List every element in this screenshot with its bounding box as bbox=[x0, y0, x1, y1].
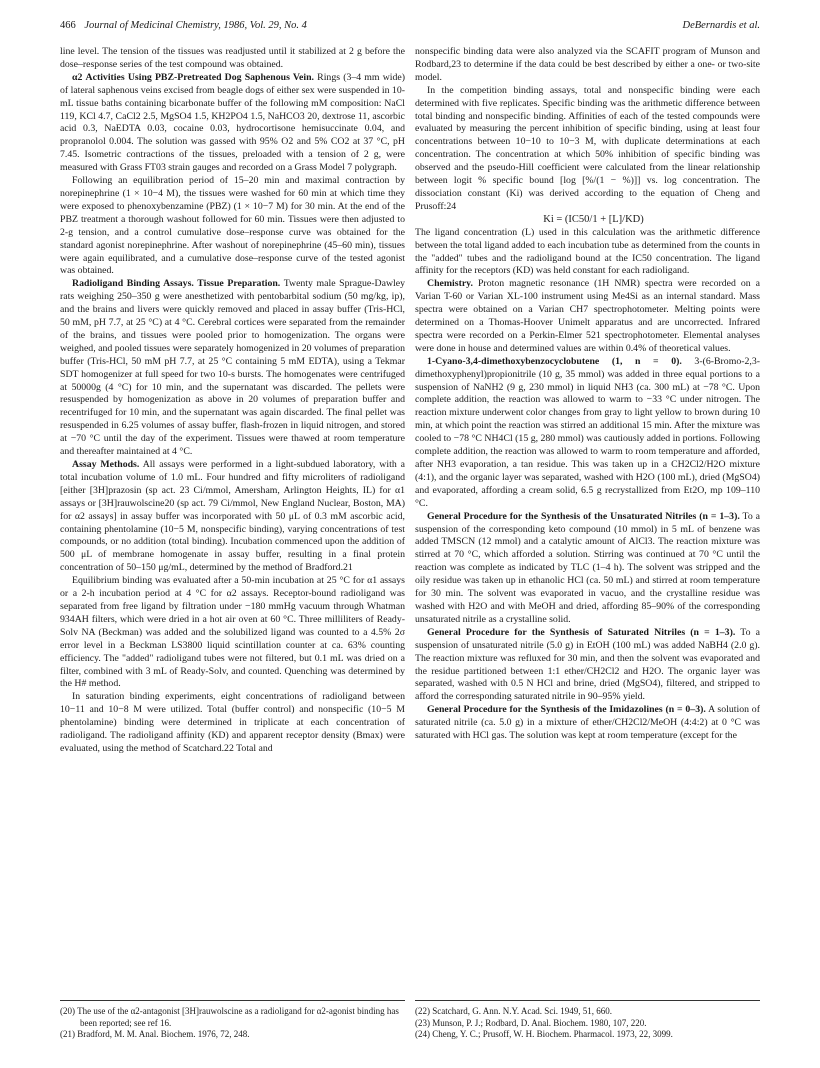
paragraph bbox=[415, 511, 760, 627]
footnote-rule bbox=[415, 1000, 760, 1001]
footnotes-left bbox=[60, 1000, 405, 1041]
paragraph-text: Rings (3–4 mm wide) of lateral saphenous veins excised from beagle dogs of either sex were suspended in 10-mL tissue baths containing bicarbonate buffer of the following mM composition: NaCl 119, KCl 4.7, CaCl2 2.5, MgSO4 1.5, KH2PO4 1.5, NaHCO3 20, dextrose 11, ascorbic acid 0.3, NaEDTA 0.03, cocaine 0.03, hydrocortisone hemisuccinate 0.04, and propranolol 0.004. The solution was gassed with 95% O2 and 5% CO2 at 37 °C, pH 7.45. Isometric contractions of the tissues, preloaded with a tension of 2 g, were measured with Grass FT03 strain gauges and recorded on a Grass Model 7 polygraph. bbox=[60, 71, 405, 174]
paragraph-text: nonspecific binding data were also analyzed via the SCAFIT program of Munson and Rodbard,23 to determine if the data could be best described by either a one- or two-site model. bbox=[415, 46, 760, 83]
equation-text: Ki = (IC50/1 + [L]/KD) bbox=[543, 213, 644, 225]
paragraph bbox=[415, 627, 760, 704]
footnote: (23) Munson, P. J.; Rodbard, D. Anal. Biochem. 1980, 107, 220. bbox=[415, 1017, 647, 1028]
paragraph bbox=[415, 46, 760, 85]
paragraph-text: 3-(6-Bromo-2,3-dimethoxyphenyl)propionitrile (10 g, 35 mmol) was added in three equal portions to a suspension of NaNH2 (9 g, 230 mmol) in liquid NH3 (ca. 300 mL) at −78 °C. Upon complete addition, the reaction was allowed to warm to −33 °C under nitrogen. The reaction mixture underwent color changes from gray to light yellow to brown during 10 min, at which point the reaction was stirred an additional 15 min. After the mixture was cooled to −78 °C NH4Cl (15 g, 280 mmol) was cautiously added in portions. Following complete addition, the reaction was allowed to warm to room temperature and afforded, after NH3 evaporation, a tan residue. This was taken up in a CH2Cl2/H2O mixture (4:1), and the organic layer was separated, washed with H2O (100 mL), dried (MgSO4) and evaporated, affording a cream solid, 6.5 g recrystallized from Et2O, mp 109–110 °C. bbox=[415, 355, 760, 509]
footnotes-right bbox=[415, 1000, 760, 1041]
running-header bbox=[60, 20, 760, 36]
page-number: 466 bbox=[60, 20, 76, 31]
paragraph-text: All assays were performed in a light-subdued laboratory, with a total incubation volume of 1.0 mL. Four hundred and fifty microliters of radioligand [either [3H]prazosin (sp act. 23 Ci/mmol, Amersham, Arlington Heights, IL) for α1 assays or [3H]rauwolscine20 (sp act. 79 Ci/mmol, New England Nuclear, Boston, MA) for α2 assays] in assay buffer was incorporated with 50 μL of 0.3 mM ascorbic acid, containing phentolamine (10−5 M, nonspecific binding), varying concentrations of test compounds, or no addition (total binding). Incubation commenced upon the addition of 500 μL of membrane homogenate in assay buffer, resulting in a final protein concentration of 50–150 μg/mL, determined by the method of Bradford.21 bbox=[60, 459, 405, 574]
journal-citation: Journal of Medicinal Chemistry, 1986, Vol. 29, No. 4 bbox=[84, 20, 307, 31]
paragraph-text: A solution of saturated nitrile (ca. 5.0 g) in a mixture of ether/CH2Cl2/MeOH (4:4:2) at 0 °C was saturated with HCl gas. The solution was kept at room temperature (except for the bbox=[415, 704, 760, 742]
paragraph bbox=[415, 85, 760, 214]
section-heading: Assay Methods. bbox=[72, 459, 140, 470]
right-column bbox=[415, 46, 760, 743]
paragraph bbox=[60, 72, 405, 175]
paragraph bbox=[60, 459, 405, 575]
footnote: (24) Cheng, Y. C.; Prusoff, W. H. Biochem. Pharmacol. 1973, 22, 3099. bbox=[415, 1029, 673, 1039]
paragraph-text: To a suspension of the corresponding keto compound (10 mmol) in 5 mL of benzene was added TMSCN (12 mmol) and a catalytic amount of AlCl3. The reaction mixture was stirred at 70 °C, which afforded a solution. Stirring was continued at 70 °C until the reaction was complete as indicated by TLC (1–4 h). The solvent was stripped and the oily residue was taken up in ethanolic HCl (ca. 50 mL) and stirred at room temperature for 30 min. The solvent was evaporated in vacuo, and the crystalline residue was washed with H2O and with MeOH and dried, affording 85–90% of the corresponding unsaturated nitrile as a crystalline solid. bbox=[415, 510, 760, 625]
paragraph-text: line level. The tension of the tissues was readjusted until it stabilized at 2 g before the dose–response series of the test compound was obtained. bbox=[60, 46, 405, 70]
footnote-rule bbox=[60, 1000, 405, 1001]
paragraph-text: In saturation binding experiments, eight concentrations of radioligand between 10−11 and 10−8 M were utilized. Total (buffer control) and nonspecific (10−5 M phentolamine) binding were determined in triplicate at each concentration of radioligand. The radioligand affinity (KD) and apparent receptor density (Bmax) were evaluated, using the method of Scatchard.22 Total and bbox=[60, 691, 405, 754]
paragraph-text: Twenty male Sprague-Dawley rats weighing 250–350 g were anesthetized with pentobarbital sodium (50 mg/kg, ip), and the brains and livers were quickly removed and placed in assay buffer (Tris-HCl, 50 mM, pH 7.7, at 25 °C) at 4 °C. Cerebral cortices were separated from the remainder of the brains, and tissues were pooled prior to homogenization. The organs were weighed, and pooled tissues were separately homogenized in 20 volumes of preparation buffer (Tris-HCl, 50 mM pH 7.7, at 25 °C containing 5 mM EDTA), using a Tekmar SDT homogenizer at full speed for two 10-s bursts. The homogenates were centrifuged at 50000g (4 °C) for 10 min, and the supernatant was discarded. The pellets were resuspended by homogenization as above in 20 volumes of preparation buffer and recentrifuged for 10 min, and the supernatant was again discarded. The final pellet was resuspended in 6.25 volumes of assay buffer, flash-frozen in liquid nitrogen, and stored at −70 °C until the day of the experiment. Tissues were thawed at room temperature and thereafter maintained at 4 °C. bbox=[60, 278, 406, 458]
paragraph-text: Following an equilibration period of 15–20 min and maximal contraction by norepinephrine (1 × 10−4 M), the tissues were washed for 60 min at which time they were exposed to phenoxybenzamine (PBZ) (1 × 10−7 M) for 30 min. At the end of the PBZ treatment a thorough washout followed for 60 min. Tissues were then adjusted to 2-g tension, and a control cumulative dose–response curve was obtained for the standard agonist norepinephrine. After washout of norepinephrine (45–60 min), tissues were again equilibrated, and a cumulative dose–response curve of the tested agonist was obtained. bbox=[60, 175, 405, 277]
left-column bbox=[60, 46, 405, 756]
footnote: (21) Bradford, M. M. Anal. Biochem. 1976, 72, 248. bbox=[60, 1029, 250, 1039]
author-line: DeBernardis et al. bbox=[682, 20, 760, 31]
paragraph-text: The ligand concentration (L) used in this calculation was the arithmetic difference between the total ligand added to each incubation tube as determined from the counts in the "added" tubes and the radioligand bound at the IC50 concentration. The ligand affinity for the receptors (KD) was held constant for each radioligand. bbox=[415, 226, 760, 277]
paragraph-text: Equilibrium binding was evaluated after a 50-min incubation at 25 °C for α1 assays or a 2-h incubation period at 4 °C for α2 assays. Receptor-bound radioligand was separated from free ligand by filtration under −180 mmHg vacuum through Whatman 934AH filters, which were dried in a hot air oven at 60 °C. Three milliliters of Ready-Solv NA (Beckman) was added and the solubilized ligand was counted to a 4.5% 2σ error level in a Beckman LS3800 liquid scintillation counter at ca. 63% counting efficiency. The "added" radioligand tubes were not filtered, but 0.1 mL was dried on a filter, combined with 3 mL of Ready-Solv, and counted. Quenching was determined by the H# method. bbox=[60, 575, 405, 690]
section-heading: General Procedure for the Synthesis of the Imidazolines (n = 0–3). bbox=[427, 704, 706, 716]
paragraph bbox=[415, 356, 760, 511]
paragraph-text: In the competition binding assays, total and nonspecific binding were each determined with five replicates. Specific binding was the arithmetic difference between total binding and nonspecific binding. Affinities of each of the tested compounds were evaluated by measuring the percent inhibition of specific binding, using at least four concentrations between 10−10 to 10−3 M, with duplicate determinations at each concentration. The concentration at which 50% inhibition of specific binding was observed and the pseudo-Hill coefficient were calculated from the linear relationship between logit % specific bound [log [%/(1 − %)]] vs. log concentration. The dissociation constant (Ki) was derived according to the equation of Cheng and Prusoff:24 bbox=[415, 84, 760, 212]
paragraph bbox=[60, 575, 405, 691]
paragraph bbox=[60, 278, 405, 459]
paragraph bbox=[415, 227, 760, 279]
section-heading: General Procedure for the Synthesis of Saturated Nitriles (n = 1–3). bbox=[427, 626, 736, 638]
equation bbox=[415, 214, 760, 227]
footnote: (20) The use of the α2-antagonist [3H]rauwolscine as a radioligand for α2-agonist binding has been reported; see ref 16. bbox=[60, 1006, 399, 1028]
paragraph bbox=[60, 46, 405, 72]
section-heading: 1-Cyano-3,4-dimethoxybenzocyclobutene (1, n = 0). bbox=[427, 355, 682, 367]
section-heading: α2 Activities Using PBZ-Pretreated Dog Saphenous Vein. bbox=[72, 71, 315, 83]
paragraph bbox=[60, 691, 405, 756]
section-heading: General Procedure for the Synthesis of the Unsaturated Nitriles (n = 1–3). bbox=[427, 510, 740, 522]
paragraph bbox=[415, 704, 760, 743]
section-heading: Chemistry. bbox=[427, 278, 473, 290]
footnote: (22) Scatchard, G. Ann. N.Y. Acad. Sci. 1949, 51, 660. bbox=[415, 1006, 613, 1016]
paragraph-text: Proton magnetic resonance (1H NMR) spectra were recorded on a Varian T-60 or Varian XL-100 instrument using Me4Si as an internal standard. Mass spectra were obtained on a Varian CH7 spectrophotometer. Melting points were determined on a Thomas-Hoover Unimelt apparatus and are uncorrected. Infrared spectra were recorded on a Perkin-Elmer 521 spectrophotometer. Elemental analyses were done in house and determined values are within 0.4% of theoretical values. bbox=[415, 278, 760, 354]
paragraph bbox=[415, 278, 760, 355]
header-left bbox=[60, 20, 313, 31]
section-heading: Radioligand Binding Assays. Tissue Preparation. bbox=[72, 278, 281, 290]
paragraph bbox=[60, 175, 405, 278]
paragraph-text: To a suspension of unsaturated nitrile (5.0 g) in EtOH (100 mL) was added NaBH4 (2.0 g). The reaction mixture was refluxed for 30 min, and then the solvent was evaporated and the residue partitioned between 1:1 ether/CH2Cl2 and H2O. The organic layer was separated, washed with 0.5 N HCl and brine, dried (MgSO4), filtered, and stripped to afford the corresponding saturated nitrile in 90–95% yield. bbox=[415, 626, 760, 703]
